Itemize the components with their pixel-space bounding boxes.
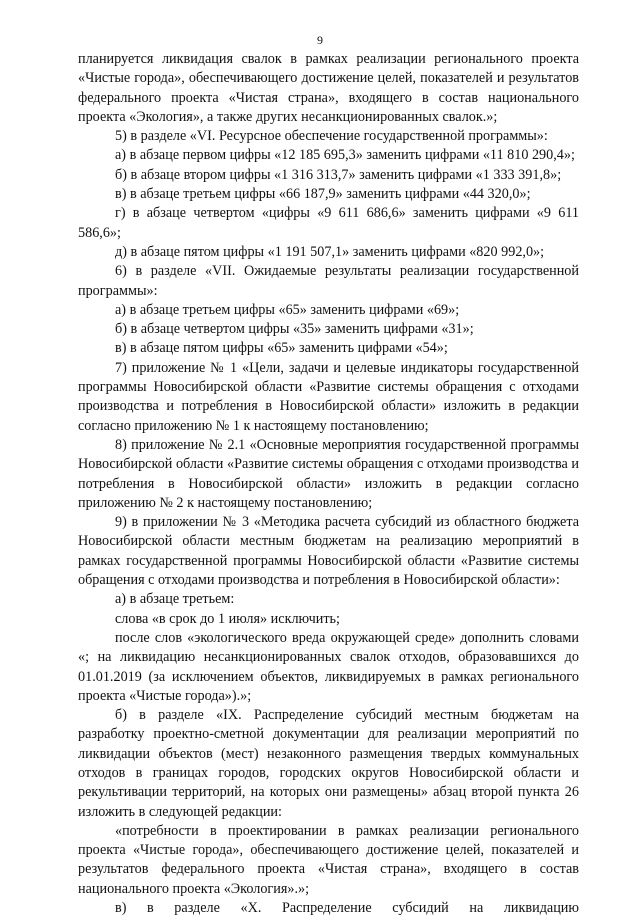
document-body <box>78 50 579 918</box>
paragraph: в) в абзаце третьем цифры «66 187,9» заменить цифрами «44 320,0»; <box>115 186 531 203</box>
paragraph: в) в разделе «X. Распределение субсидий на ликвидацию <box>115 900 579 917</box>
paragraph: после слов «экологического вреда окружающей среде» дополнить словами «; на ликвидацию несанкционированных свалок отходов, образовавшихся до 01.01.2019 (за исключением объектов, ликвидируемых в рамках регионального проекта «Чистые города»).»; <box>78 629 579 704</box>
paragraph: 9) в приложении № 3 «Методика расчета субсидий из областного бюджета Новосибирской области местным бюджетам на реализацию мероприятий в рамках государственной программы Новосибирской области «Развитие системы обращения с отходами производства и потребления в Новосибирской области»: <box>78 514 579 589</box>
paragraph: г) в абзаце четвертом «цифры «9 611 686,6» заменить цифрами «9 611 586,6»; <box>78 205 579 241</box>
paragraph: а) в абзаце первом цифры «12 185 695,3» заменить цифрами «11 810 290,4»; <box>115 147 575 164</box>
paragraph: планируется ликвидация свалок в рамках реализации регионального проекта «Чистые города», обеспечивающего достижение целей, показателей и результатов федерального проекта «Чистая страна», входящего в состав национального проекта «Экология», а также других несанкционированных свалок.»; <box>78 51 579 125</box>
paragraph: «потребности в проектировании в рамках реализации регионального проекта «Чистые города», обеспечивающего достижение целей, показателей и результатов федерального проекта «Чистая страна», входящего в состав национального проекта «Экология».»; <box>78 822 579 897</box>
paragraph: а) в абзаце третьем цифры «65» заменить цифрами «69»; <box>115 301 460 318</box>
paragraph: б) в разделе «IX. Распределение субсидий местным бюджетам на разработку проектно-сметной документации для реализации мероприятий по ликвидации объектов (мест) незаконного размещения твердых коммунальных отходов в границах городов, городских округов Новосибирской области и рекультивации территорий, на которых они размещены» абзац второй пункта 26 изложить в следующей редакции: <box>78 707 579 820</box>
paragraph: б) в абзаце четвертом цифры «35» заменить цифрами «31»; <box>115 321 474 338</box>
paragraph: в) в абзаце пятом цифры «65» заменить цифрами «54»; <box>115 340 448 357</box>
page-number: 9 <box>317 33 323 47</box>
paragraph: б) в абзаце втором цифры «1 316 313,7» заменить цифрами «1 333 391,8»; <box>115 166 562 183</box>
paragraph: 6) в разделе «VII. Ожидаемые результаты реализации государственной программы»: <box>78 263 579 299</box>
paragraph: 5) в разделе «VI. Ресурсное обеспечение государственной программы»: <box>115 128 548 145</box>
paragraph: а) в абзаце третьем: <box>115 591 235 608</box>
paragraph: д) в абзаце пятом цифры «1 191 507,1» заменить цифрами «820 992,0»; <box>115 243 545 260</box>
paragraph: 8) приложение № 2.1 «Основные мероприятия государственной программы Новосибирской области «Развитие системы обращения с отходами производства и потребления в Новосибирской области» изложить в редакции согласно приложению № 2 к настоящему постановлению; <box>78 436 579 511</box>
paragraph: слова «в срок до 1 июля» исключить; <box>115 610 340 627</box>
paragraph: 7) приложение № 1 «Цели, задачи и целевые индикаторы государственной программы Новосибирской области «Развитие системы обращения с отходами производства и потребления в Новосибирской области» изложить в редакции согласно приложению № 1 к настоящему постановлению; <box>78 359 579 434</box>
